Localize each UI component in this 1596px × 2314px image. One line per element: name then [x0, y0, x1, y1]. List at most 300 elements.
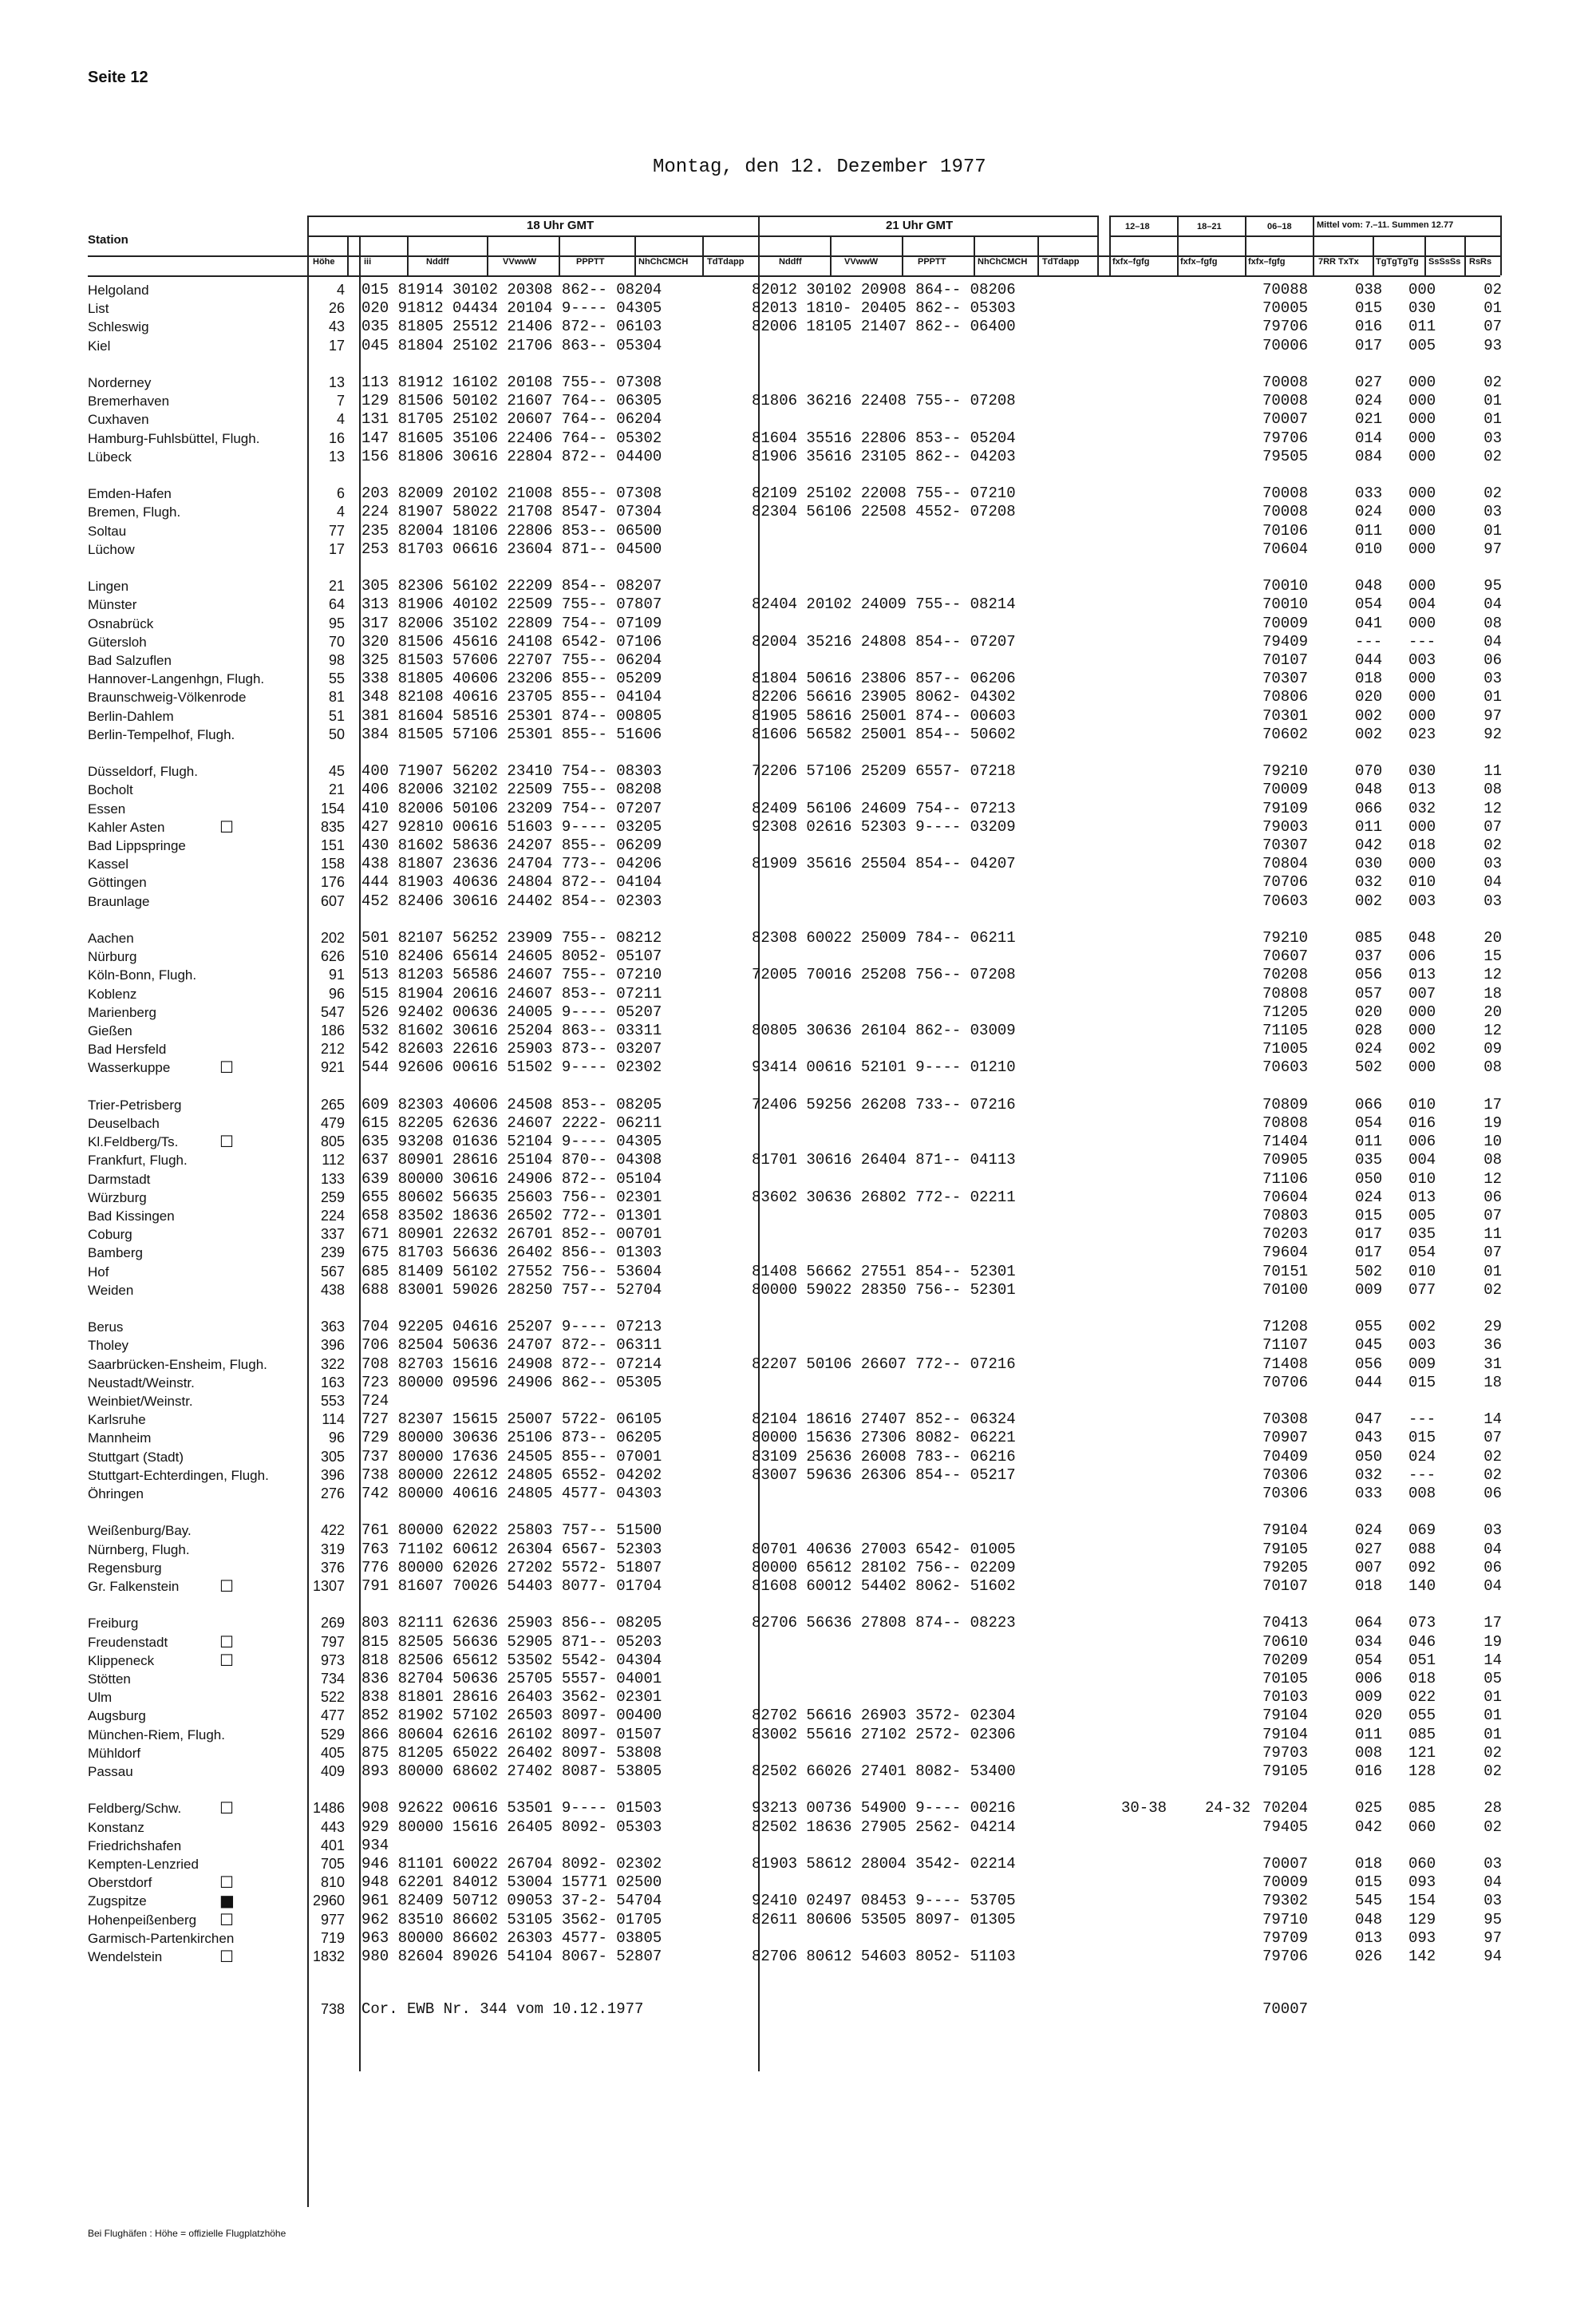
cell-station: Feldberg/Schw. — [88, 1801, 182, 1817]
cell-g18: 655 80602 56635 25603 756-- 02301 — [361, 1188, 662, 1206]
cell-r: 10 — [1483, 1133, 1502, 1151]
cell-s: --- — [1408, 632, 1436, 651]
cell-r: 14 — [1483, 1410, 1502, 1429]
cell-r: 97 — [1483, 706, 1502, 725]
cell-mit: 71205 — [1262, 1003, 1309, 1021]
table-row — [0, 281, 1596, 299]
cell-g21: 82206 56616 23905 8062- 04302 — [752, 688, 1016, 706]
cell-g18: 305 82306 56102 22209 854-- 08207 — [361, 577, 662, 595]
table-row — [0, 1263, 1596, 1281]
cell-r: 07 — [1483, 817, 1502, 836]
cell-station: Koblenz — [88, 986, 137, 1002]
cell-g21: 80701 40636 27003 6542- 01005 — [752, 1540, 1016, 1558]
table-row — [0, 1448, 1596, 1466]
cell-t: 055 — [1355, 1318, 1383, 1336]
group21-header: 21 Uhr GMT — [886, 219, 954, 232]
cell-station: Freiburg — [88, 1616, 139, 1632]
cell-mit: 79104 — [1262, 1725, 1309, 1743]
cell-s: 085 — [1408, 1725, 1436, 1743]
cell-r: 12 — [1483, 799, 1502, 817]
table-row — [0, 1133, 1596, 1151]
cell-t: 020 — [1355, 1707, 1383, 1725]
cell-station: Weinbiet/Weinstr. — [88, 1394, 193, 1409]
cell-g18: 688 83001 59026 28250 757-- 52704 — [361, 1280, 662, 1299]
cell-r: 09 — [1483, 1040, 1502, 1058]
cell-g18: 706 82504 50636 24707 872-- 06311 — [361, 1336, 662, 1355]
table-row — [0, 1541, 1596, 1559]
cell-mit: 70007 — [1262, 410, 1309, 429]
cell-t: 018 — [1355, 1577, 1383, 1595]
cell-hoehe: 154 — [320, 800, 345, 817]
cell-hoehe: 45 — [328, 763, 345, 780]
cell-g18: 615 82205 62636 24607 2222- 06211 — [361, 1114, 662, 1132]
cell-r: 18 — [1483, 1373, 1502, 1391]
cell-t: 037 — [1355, 947, 1383, 966]
cell-r: 18 — [1483, 984, 1502, 1003]
cell-station: Weißenburg/Bay. — [88, 1523, 192, 1539]
cell-station: Stuttgart-Echterdingen, Flugh. — [88, 1467, 269, 1483]
cell-mit: 79710 — [1262, 1910, 1309, 1928]
cell-station: Bremen, Flugh. — [88, 504, 181, 520]
cell-s: 054 — [1408, 1244, 1436, 1262]
table-row — [0, 985, 1596, 1003]
cell-g18: 131 81705 25102 20607 764-- 06204 — [361, 410, 662, 429]
table-row — [0, 1929, 1596, 1948]
cell-r: 06 — [1483, 1485, 1502, 1502]
cell-g21: 81909 35616 25504 854-- 04207 — [752, 855, 1016, 873]
cell-r: 07 — [1483, 1244, 1502, 1262]
cell-hoehe: 422 — [320, 1522, 345, 1539]
table-row — [0, 966, 1596, 984]
css-header: SsSsSs — [1428, 257, 1461, 267]
table-row — [0, 1189, 1596, 1207]
table-row — [0, 892, 1596, 911]
cell-station: Wasserkuppe — [88, 1060, 171, 1076]
cell-r: 08 — [1483, 1058, 1502, 1077]
cell-station: Berlin-Dahlem — [88, 708, 174, 724]
cell-s: 022 — [1408, 1688, 1436, 1707]
cell-t: 010 — [1355, 540, 1383, 558]
col21-vvwww: VVwwW — [844, 257, 879, 267]
cell-r: 15 — [1483, 947, 1502, 966]
cell-g21: 82104 18616 27407 852-- 06324 — [752, 1410, 1016, 1429]
cell-mit: 70088 — [1262, 281, 1309, 299]
cell-r: 03 — [1483, 1892, 1502, 1910]
cell-mit: 71107 — [1262, 1336, 1309, 1355]
cell-station: Oberstdorf — [88, 1875, 152, 1891]
cell-t: 007 — [1355, 1558, 1383, 1576]
cell-t: 048 — [1355, 577, 1383, 595]
table-row — [0, 337, 1596, 355]
cell-g21: 93414 00616 52101 9---- 01210 — [752, 1058, 1016, 1077]
cell-station: Coburg — [88, 1227, 132, 1243]
cell-s: 003 — [1408, 1336, 1436, 1355]
cell-g18: 444 81903 40636 24804 872-- 04104 — [361, 873, 662, 892]
cell-hoehe: 337 — [320, 1226, 345, 1243]
cell-s: 140 — [1408, 1577, 1436, 1595]
cell-s: 000 — [1408, 540, 1436, 558]
cell-t: 034 — [1355, 1632, 1383, 1651]
cell-g18: 224 81907 58022 21708 8547- 07304 — [361, 503, 662, 521]
cell-s: 093 — [1408, 1873, 1436, 1892]
table-row — [0, 1374, 1596, 1392]
cell-r: 05 — [1483, 1670, 1502, 1687]
cell-t: 002 — [1355, 892, 1383, 910]
cell-g18: 129 81506 50102 21607 764-- 06305 — [361, 392, 662, 410]
cell-s: 085 — [1408, 1799, 1436, 1818]
cell-station: Lingen — [88, 579, 129, 595]
cell-g21: 80000 59022 28350 756-- 52301 — [752, 1280, 1016, 1299]
cell-g21: 82706 80612 54603 8052- 51103 — [752, 1948, 1016, 1965]
cell-hoehe: 322 — [320, 1355, 345, 1372]
cell-mit: 79105 — [1262, 1540, 1309, 1558]
sub-1821-header: fxfx–fgfg — [1180, 257, 1218, 267]
cell-hoehe: 16 — [328, 429, 345, 446]
cell-g18: 761 80000 62022 25803 757-- 51500 — [361, 1521, 662, 1540]
cell-r: 04 — [1483, 632, 1502, 651]
cell-mit: 79104 — [1262, 1707, 1309, 1725]
cell-hoehe: 1486 — [312, 1800, 345, 1817]
cell-hoehe: 396 — [320, 1466, 345, 1483]
cell-mit: 70306 — [1262, 1485, 1309, 1502]
cell-t: 016 — [1355, 1762, 1383, 1780]
cell-t: 024 — [1355, 392, 1383, 410]
cell-g18: 763 71102 60612 26304 6567- 52303 — [361, 1540, 662, 1558]
cell-mit: 79706 — [1262, 318, 1309, 336]
cell-g21: 83602 30636 26802 772-- 02211 — [752, 1188, 1016, 1206]
cell-g18: 708 82703 15616 24908 872-- 07214 — [361, 1355, 662, 1373]
cell-g21: 82409 56106 24609 754-- 07213 — [752, 799, 1016, 817]
cell-t: 502 — [1355, 1262, 1383, 1280]
cell-station: Braunschweig-Völkenrode — [88, 690, 247, 706]
cell-hoehe: 13 — [328, 448, 345, 465]
cell-s: 030 — [1408, 762, 1436, 781]
cell-hoehe: 64 — [328, 596, 345, 613]
cell-hoehe: 186 — [320, 1023, 345, 1038]
cell-g21: 82004 35216 24808 854-- 07207 — [752, 632, 1016, 651]
cell-t: 030 — [1355, 855, 1383, 873]
cell-hoehe: 738 — [320, 2001, 345, 2018]
cell-mit: 70209 — [1262, 1651, 1309, 1669]
table-row — [0, 818, 1596, 837]
cell-g21: 81606 56582 25001 854-- 50602 — [752, 725, 1016, 743]
table-row — [0, 1022, 1596, 1040]
c7rr-header: 7RR TxTx — [1318, 257, 1359, 267]
cell-mit: 79003 — [1262, 817, 1309, 836]
cell-t: 024 — [1355, 1188, 1383, 1206]
cell-g18: 727 82307 15615 25007 5722- 06105 — [361, 1410, 662, 1429]
cell-hoehe: 55 — [328, 670, 345, 687]
cell-station: Schleswig — [88, 319, 149, 335]
cell-g21: 83109 25636 26008 783-- 06216 — [752, 1447, 1016, 1466]
cell-r: 02 — [1483, 281, 1502, 299]
cell-mit: 79703 — [1262, 1743, 1309, 1762]
cell-r: 01 — [1483, 299, 1502, 318]
cell-station: Kempten-Lenzried — [88, 1857, 199, 1872]
cell-mit: 70706 — [1262, 873, 1309, 892]
cell-mit: 70105 — [1262, 1670, 1309, 1687]
cell-station: Weiden — [88, 1282, 134, 1298]
cell-mit: 79505 — [1262, 447, 1309, 465]
cell-station: Helgoland — [88, 283, 149, 298]
cell-mit: 70008 — [1262, 503, 1309, 521]
cell-mit: 70010 — [1262, 595, 1309, 614]
cell-g18: 338 81805 40606 23206 855-- 05209 — [361, 670, 662, 688]
table-row — [0, 1559, 1596, 1577]
cell-hoehe: 376 — [320, 1559, 345, 1576]
cell-mit: 70008 — [1262, 392, 1309, 410]
table-row — [0, 855, 1596, 873]
table-row — [0, 1207, 1596, 1225]
cell-t: --- — [1355, 632, 1383, 651]
cell-mit: 70203 — [1262, 1225, 1309, 1244]
hoehe-header: Höhe — [313, 257, 335, 267]
cell-r: 02 — [1483, 1466, 1502, 1484]
cell-t: 020 — [1355, 1003, 1383, 1021]
cell-station: Nürburg — [88, 949, 137, 965]
table-row — [0, 503, 1596, 521]
cell-s: 000 — [1408, 1022, 1436, 1039]
table-row — [0, 670, 1596, 688]
col18-nddff: Nddff — [426, 257, 449, 267]
cell-r: 92 — [1483, 725, 1502, 743]
cell-hoehe: 51 — [328, 707, 345, 724]
cell-station: Bad Hersfeld — [88, 1042, 167, 1058]
cell-station: Klippeneck — [88, 1652, 155, 1668]
cell-hoehe: 265 — [320, 1096, 345, 1113]
table-row — [0, 1577, 1596, 1596]
cell-mit: 70602 — [1262, 725, 1309, 743]
table-row — [0, 1873, 1596, 1892]
table-row — [0, 1429, 1596, 1447]
cell-t: 048 — [1355, 781, 1383, 799]
footnote: Bei Flughäfen : Höhe = offizielle Flugplatzhöhe — [88, 2228, 286, 2239]
cell-t: 048 — [1355, 1910, 1383, 1928]
cell-r: 19 — [1483, 1114, 1502, 1132]
cell-s: 142 — [1408, 1948, 1436, 1965]
cell-t: 018 — [1355, 670, 1383, 688]
cell-box: ☐ — [219, 1873, 234, 1893]
cell-hoehe: 4 — [336, 282, 345, 298]
cell-mit: 71404 — [1262, 1133, 1309, 1151]
cell-t: 038 — [1355, 281, 1383, 299]
cell-g18: 934 — [361, 1836, 389, 1854]
table-row — [0, 1281, 1596, 1299]
cell-station: Karlsruhe — [88, 1412, 146, 1428]
cell-mit: 70204 — [1262, 1799, 1309, 1818]
cell-box: ☐ — [219, 1909, 234, 1929]
cell-g21: 93213 00736 54900 9---- 00216 — [752, 1799, 1016, 1818]
cell-mit: 71005 — [1262, 1040, 1309, 1058]
cell-g21: 82702 56616 26903 3572- 02304 — [752, 1707, 1016, 1725]
cell-hoehe: 719 — [320, 1929, 345, 1946]
cell-station: Lüchow — [88, 541, 135, 557]
cell-station: Saarbrücken-Ensheim, Flugh. — [88, 1356, 267, 1372]
cell-mit: 70604 — [1262, 1188, 1309, 1206]
cell-t: 502 — [1355, 1058, 1383, 1077]
cell-mit: 70413 — [1262, 1614, 1309, 1632]
cell-s: 003 — [1408, 651, 1436, 669]
cell-hoehe: 363 — [320, 1319, 345, 1335]
cell-mit: 70006 — [1262, 336, 1309, 354]
table-row — [0, 1318, 1596, 1336]
cell-g18: 348 82108 40616 23705 855-- 04104 — [361, 688, 662, 706]
cell-g18: 675 81703 56636 26402 856-- 01303 — [361, 1244, 662, 1262]
cell-station: Gr. Falkenstein — [88, 1579, 180, 1594]
cell-station: Göttingen — [88, 875, 147, 891]
cell-mit: 70610 — [1262, 1632, 1309, 1651]
cell-s: 154 — [1408, 1892, 1436, 1910]
table-row — [0, 1670, 1596, 1688]
cell-g18: 961 82409 50712 09053 37-2- 54704 — [361, 1892, 662, 1910]
col21-tdtd: TdTdapp — [1042, 257, 1080, 267]
cell-g18: 313 81906 40102 22509 755-- 07807 — [361, 595, 662, 614]
cell-t: 044 — [1355, 1373, 1383, 1391]
cell-mit: 79604 — [1262, 1244, 1309, 1262]
cell-s: 000 — [1408, 855, 1436, 873]
cell-r: 01 — [1483, 1707, 1502, 1725]
cell-box: ☐ — [219, 1058, 234, 1078]
cell-g18: 542 82603 22616 25903 873-- 03207 — [361, 1040, 662, 1058]
cell-r: 17 — [1483, 1614, 1502, 1632]
cell-hoehe: 529 — [320, 1726, 345, 1742]
cell-g18: 510 82406 65614 24605 8052- 05107 — [361, 947, 662, 966]
cell-r: 07 — [1483, 318, 1502, 336]
cell-r: 02 — [1483, 1280, 1502, 1299]
cell-t: 044 — [1355, 651, 1383, 669]
cell-g18: 513 81203 56586 24607 755-- 07210 — [361, 966, 662, 984]
cell-s: 000 — [1408, 485, 1436, 503]
cell-mit: 79104 — [1262, 1521, 1309, 1540]
cell-t: 011 — [1355, 1133, 1383, 1151]
period-1821-header: 18–21 — [1197, 222, 1222, 231]
table-row — [0, 1633, 1596, 1651]
cell-g21: 82706 56636 27808 874-- 08223 — [752, 1614, 1016, 1632]
table-row — [0, 1410, 1596, 1429]
cell-s: 046 — [1408, 1632, 1436, 1651]
cell-mit: 71106 — [1262, 1169, 1309, 1188]
cell-g18: 637 80901 28616 25104 870-- 04308 — [361, 1151, 662, 1169]
cell-hoehe: 409 — [320, 1763, 345, 1779]
cell-r: 02 — [1483, 374, 1502, 391]
cell-r: 01 — [1483, 410, 1502, 429]
cell-r: 04 — [1483, 873, 1502, 892]
cell-mit: 70107 — [1262, 1577, 1309, 1595]
cell-station: Cuxhaven — [88, 412, 149, 428]
cell-s: 093 — [1408, 1928, 1436, 1947]
col18-vvwww: VVwwW — [503, 257, 537, 267]
cell-g18: 685 81409 56102 27552 756-- 53604 — [361, 1262, 662, 1280]
cell-t: 018 — [1355, 1855, 1383, 1873]
cell-s: 002 — [1408, 1318, 1436, 1336]
cell-hoehe: 239 — [320, 1244, 345, 1261]
table-row — [0, 522, 1596, 540]
cell-t: 041 — [1355, 614, 1383, 632]
cell-s: 032 — [1408, 799, 1436, 817]
cell-g18: 384 81505 57106 25301 855-- 51606 — [361, 725, 662, 743]
cell-r: 01 — [1483, 1262, 1502, 1280]
cell-t: 008 — [1355, 1743, 1383, 1762]
cell-hoehe: 319 — [320, 1541, 345, 1557]
cell-hoehe: 567 — [320, 1263, 345, 1280]
cell-station: Münster — [88, 597, 137, 613]
cell-mit: 79205 — [1262, 1558, 1309, 1576]
cell-s: 073 — [1408, 1614, 1436, 1632]
table-row — [0, 1651, 1596, 1670]
table-row — [0, 837, 1596, 855]
cell-g18: 815 82505 56636 52905 871-- 05203 — [361, 1632, 662, 1651]
page-number: Seite 12 — [88, 69, 148, 86]
cell-hoehe: 4 — [336, 411, 345, 428]
cell-station: Freudenstadt — [88, 1634, 168, 1650]
cell-s: 003 — [1408, 892, 1436, 910]
cell-station: Konstanz — [88, 1819, 144, 1835]
cell-station: Köln-Bonn, Flugh. — [88, 967, 197, 983]
cell-station: Emden-Hafen — [88, 486, 172, 502]
cell-mit: 70009 — [1262, 614, 1309, 632]
cell-s: 000 — [1408, 688, 1436, 706]
cell-hoehe: 835 — [320, 818, 345, 835]
table-row — [0, 299, 1596, 318]
cell-station: Wendelstein — [88, 1949, 163, 1964]
cell-mit: 70804 — [1262, 855, 1309, 873]
cell-g18: Cor. EWB Nr. 344 vom 10.12.1977 — [361, 2000, 644, 2019]
cell-r: 12 — [1483, 966, 1502, 984]
cell-s: 005 — [1408, 336, 1436, 354]
date-line: Montag, den 12. Dezember 1977 — [653, 156, 986, 178]
cell-hoehe: 443 — [320, 1818, 345, 1835]
sub-1218-header: fxfx–fgfg — [1112, 257, 1150, 267]
cell-station: Kiel — [88, 338, 111, 354]
cell-s: 088 — [1408, 1540, 1436, 1558]
cell-hoehe: 202 — [320, 930, 345, 946]
cell-s: 000 — [1408, 1003, 1436, 1021]
cell-g21: 82207 50106 26607 772-- 07216 — [752, 1355, 1016, 1373]
table-row — [0, 1707, 1596, 1725]
cell-r: 04 — [1483, 595, 1502, 614]
table-row — [0, 1892, 1596, 1910]
cell-g18: 946 81101 60022 26704 8092- 02302 — [361, 1855, 662, 1873]
cell-s: 008 — [1408, 1485, 1436, 1502]
cell-mit: 79405 — [1262, 1818, 1309, 1836]
table-row — [0, 1818, 1596, 1837]
cell-r: 04 — [1483, 1873, 1502, 1892]
cell-mit: 70409 — [1262, 1447, 1309, 1466]
cell-s: 023 — [1408, 725, 1436, 743]
cell-g21: 81608 60012 54402 8062- 51602 — [752, 1577, 1016, 1595]
cell-r: 93 — [1483, 336, 1502, 354]
cell-t: 013 — [1355, 1928, 1383, 1947]
cell-station: Deuselbach — [88, 1116, 160, 1131]
cell-g18: 253 81703 06616 23604 871-- 04500 — [361, 540, 662, 558]
cell-g21: 82308 60022 25009 784-- 06211 — [752, 929, 1016, 947]
cell-r: 31 — [1483, 1355, 1502, 1373]
cell-s: 121 — [1408, 1743, 1436, 1762]
cell-r: 02 — [1483, 447, 1502, 465]
cell-g18: 742 80000 40616 24805 4577- 04303 — [361, 1485, 662, 1502]
cell-hoehe: 98 — [328, 652, 345, 668]
cell-g21: 72206 57106 25209 6557- 07218 — [752, 762, 1016, 781]
cell-mit: 70208 — [1262, 966, 1309, 984]
cell-station: Darmstadt — [88, 1171, 151, 1187]
cell-g18: 875 81205 65022 26402 8097- 53808 — [361, 1743, 662, 1762]
cell-s: 035 — [1408, 1225, 1436, 1244]
cell-station: Gießen — [88, 1023, 132, 1038]
cell-station: Frankfurt, Flugh. — [88, 1153, 188, 1169]
cell-t: 015 — [1355, 1207, 1383, 1224]
cell-station: Ulm — [88, 1690, 113, 1706]
cell-mit: 70907 — [1262, 1429, 1309, 1447]
